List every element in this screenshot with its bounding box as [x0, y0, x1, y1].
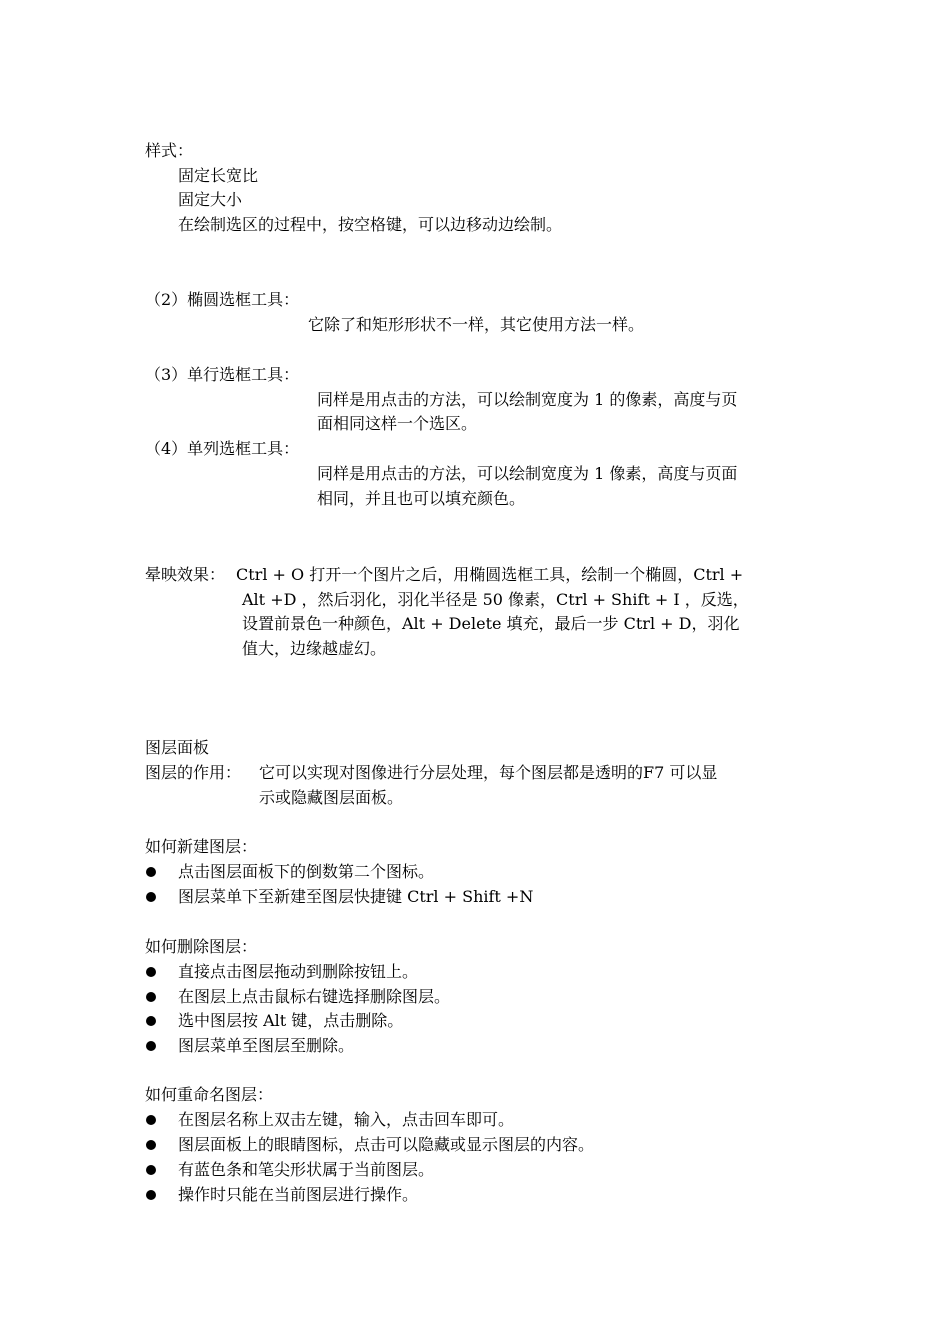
bullet-icon — [146, 1140, 156, 1150]
layers-purpose-line-1: 它可以实现对图像进行分层处理，每个图层都是透明的F7 可以显 — [259, 763, 718, 782]
rename-layer-item-1: 在图层名称上双击左键，输入，点击回车即可。 — [178, 1110, 515, 1129]
rename-layer-heading: 如何重命名图层： — [145, 1085, 274, 1104]
single-col-tool-desc-1: 同样是用点击的方法，可以绘制宽度为 1 像素，高度与页面 — [317, 464, 738, 483]
delete-layer-item-2: 在图层上点击鼠标右键选择删除图层。 — [178, 987, 451, 1006]
halo-effect-label: 晕映效果： — [145, 565, 226, 584]
bullet-icon — [146, 1115, 156, 1125]
rename-layer-item-3: 有蓝色条和笔尖形状属于当前图层。 — [178, 1160, 435, 1179]
layers-purpose-line-2: 示或隐藏图层面板。 — [259, 788, 404, 807]
delete-layer-item-4: 图层菜单至图层至删除。 — [178, 1036, 355, 1055]
rename-layer-item-4: 操作时只能在当前图层进行操作。 — [178, 1185, 419, 1204]
single-col-tool-desc-2: 相同，并且也可以填充颜色。 — [317, 489, 526, 508]
layers-purpose-label: 图层的作用： — [145, 763, 242, 782]
single-row-tool-desc-2: 面相同这样一个选区。 — [317, 414, 478, 433]
bullet-icon — [146, 1190, 156, 1200]
bullet-icon — [146, 1016, 156, 1026]
style-item-fixed-ratio: 固定长宽比 — [178, 166, 259, 185]
ellipse-tool-desc: 它除了和矩形形状不一样，其它使用方法一样。 — [308, 315, 645, 334]
bullet-icon — [146, 992, 156, 1002]
delete-layer-item-3: 选中图层按 Alt 键，点击删除。 — [178, 1011, 404, 1030]
layers-panel-title: 图层面板 — [145, 738, 210, 757]
new-layer-item-1: 点击图层面板下的倒数第二个图标。 — [178, 862, 435, 881]
new-layer-item-2: 图层菜单下至新建至图层快捷键 Ctrl + Shift +N — [178, 887, 534, 906]
single-row-tool-heading: （3）单行选框工具： — [145, 365, 300, 384]
style-item-fixed-size: 固定大小 — [178, 190, 243, 209]
delete-layer-heading: 如何删除图层： — [145, 937, 258, 956]
halo-effect-line-2: Alt +D ，然后羽化，羽化半径是 50 像素，Ctrl + Shift + I ，反选， — [242, 590, 749, 609]
bullet-icon — [146, 1041, 156, 1051]
bullet-icon — [146, 1165, 156, 1175]
style-heading: 样式： — [145, 141, 194, 160]
new-layer-heading: 如何新建图层： — [145, 837, 258, 856]
style-item-spacebar-tip: 在绘制选区的过程中，按空格键，可以边移动边绘制。 — [178, 215, 563, 234]
single-col-tool-heading: （4）单列选框工具： — [145, 439, 300, 458]
single-row-tool-desc-1: 同样是用点击的方法，可以绘制宽度为 1 的像素，高度与页 — [317, 390, 738, 409]
delete-layer-item-1: 直接点击图层拖动到删除按钮上。 — [178, 962, 419, 981]
halo-effect-line-4: 值大，边缘越虚幻。 — [242, 639, 387, 658]
halo-effect-line-3: 设置前景色一种颜色，Alt + Delete 填充，最后一步 Ctrl + D，羽化 — [242, 614, 740, 633]
bullet-icon — [146, 967, 156, 977]
bullet-icon — [146, 867, 156, 877]
ellipse-tool-heading: （2）椭圆选框工具： — [145, 290, 300, 309]
bullet-icon — [146, 892, 156, 902]
rename-layer-item-2: 图层面板上的眼睛图标，点击可以隐藏或显示图层的内容。 — [178, 1135, 595, 1154]
halo-effect-line-1: Ctrl + O 打开一个图片之后，用椭圆选框工具，绘制一个椭圆，Ctrl + — [236, 565, 744, 584]
